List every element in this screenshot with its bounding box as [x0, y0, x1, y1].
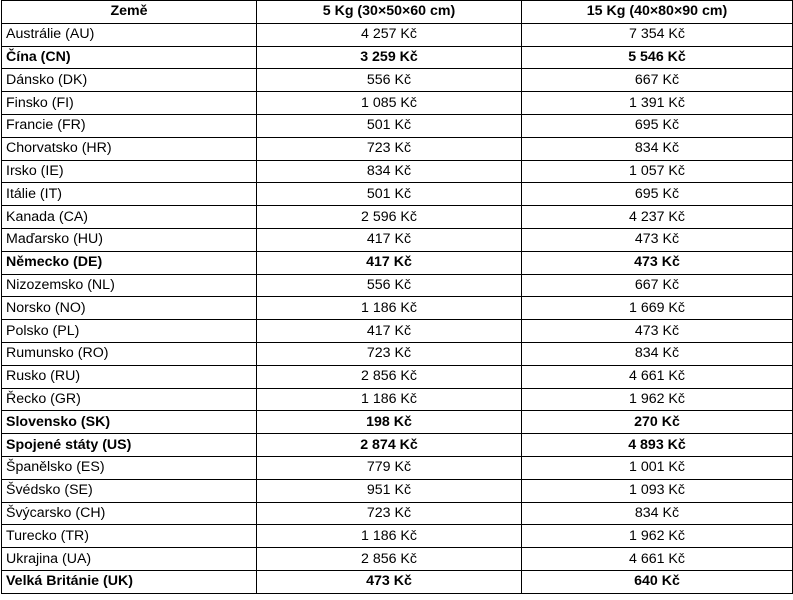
country-cell: Rumunsko (RO)	[2, 342, 257, 365]
price-5kg-cell: 473 Kč	[257, 570, 522, 593]
price-15kg-cell: 473 Kč	[522, 320, 793, 343]
price-15kg-cell: 1 093 Kč	[522, 479, 793, 502]
price-5kg-cell: 417 Kč	[257, 320, 522, 343]
table-row	[2, 274, 793, 297]
country-cell: Rusko (RU)	[2, 365, 257, 388]
table-row	[2, 434, 793, 457]
price-5kg-cell: 723 Kč	[257, 137, 522, 160]
country-cell: Austrálie (AU)	[2, 23, 257, 46]
country-cell: Kanada (CA)	[2, 206, 257, 229]
country-cell: Spojené státy (US)	[2, 434, 257, 457]
table-row	[2, 23, 793, 46]
price-5kg-cell: 723 Kč	[257, 342, 522, 365]
header-15kg: 15 Kg (40×80×90 cm)	[522, 1, 793, 24]
price-5kg-cell: 501 Kč	[257, 114, 522, 137]
header-country: Země	[2, 1, 257, 24]
table-row	[2, 388, 793, 411]
country-cell: Maďarsko (HU)	[2, 228, 257, 251]
price-5kg-cell: 2 856 Kč	[257, 365, 522, 388]
price-5kg-cell: 2 874 Kč	[257, 434, 522, 457]
price-5kg-cell: 3 259 Kč	[257, 46, 522, 69]
price-5kg-cell: 556 Kč	[257, 69, 522, 92]
table-row	[2, 479, 793, 502]
table-row	[2, 114, 793, 137]
country-cell: Německo (DE)	[2, 251, 257, 274]
price-5kg-cell: 556 Kč	[257, 274, 522, 297]
table-body	[2, 23, 793, 593]
header-5kg: 5 Kg (30×50×60 cm)	[257, 1, 522, 24]
table-row	[2, 92, 793, 115]
price-15kg-cell: 1 669 Kč	[522, 297, 793, 320]
table-row	[2, 69, 793, 92]
table-row	[2, 456, 793, 479]
price-15kg-cell: 640 Kč	[522, 570, 793, 593]
table-row	[2, 365, 793, 388]
table-row	[2, 411, 793, 434]
price-15kg-cell: 1 391 Kč	[522, 92, 793, 115]
price-5kg-cell: 1 186 Kč	[257, 297, 522, 320]
price-15kg-cell: 695 Kč	[522, 114, 793, 137]
price-5kg-cell: 779 Kč	[257, 456, 522, 479]
price-5kg-cell: 951 Kč	[257, 479, 522, 502]
table-row	[2, 137, 793, 160]
country-cell: Chorvatsko (HR)	[2, 137, 257, 160]
table-row	[2, 183, 793, 206]
price-15kg-cell: 1 962 Kč	[522, 525, 793, 548]
shipping-price-table	[1, 0, 793, 594]
price-5kg-cell: 723 Kč	[257, 502, 522, 525]
table-row	[2, 206, 793, 229]
country-cell: Velká Británie (UK)	[2, 570, 257, 593]
table-row	[2, 297, 793, 320]
price-15kg-cell: 834 Kč	[522, 137, 793, 160]
price-15kg-cell: 1 962 Kč	[522, 388, 793, 411]
country-cell: Turecko (TR)	[2, 525, 257, 548]
price-5kg-cell: 4 257 Kč	[257, 23, 522, 46]
table-row	[2, 251, 793, 274]
price-5kg-cell: 198 Kč	[257, 411, 522, 434]
table-row	[2, 525, 793, 548]
table-row	[2, 228, 793, 251]
price-5kg-cell: 1 085 Kč	[257, 92, 522, 115]
price-5kg-cell: 1 186 Kč	[257, 525, 522, 548]
price-15kg-cell: 4 661 Kč	[522, 365, 793, 388]
table-row	[2, 320, 793, 343]
price-5kg-cell: 834 Kč	[257, 160, 522, 183]
country-cell: Irsko (IE)	[2, 160, 257, 183]
price-5kg-cell: 2 596 Kč	[257, 206, 522, 229]
price-15kg-cell: 834 Kč	[522, 502, 793, 525]
price-15kg-cell: 695 Kč	[522, 183, 793, 206]
price-5kg-cell: 417 Kč	[257, 228, 522, 251]
table-row	[2, 548, 793, 571]
table-row	[2, 160, 793, 183]
table-row	[2, 46, 793, 69]
price-15kg-cell: 834 Kč	[522, 342, 793, 365]
price-15kg-cell: 4 661 Kč	[522, 548, 793, 571]
price-15kg-cell: 473 Kč	[522, 251, 793, 274]
price-15kg-cell: 7 354 Kč	[522, 23, 793, 46]
country-cell: Švédsko (SE)	[2, 479, 257, 502]
country-cell: Nizozemsko (NL)	[2, 274, 257, 297]
price-15kg-cell: 4 893 Kč	[522, 434, 793, 457]
price-15kg-cell: 473 Kč	[522, 228, 793, 251]
table-row	[2, 570, 793, 593]
price-15kg-cell: 5 546 Kč	[522, 46, 793, 69]
country-cell: Švýcarsko (CH)	[2, 502, 257, 525]
price-15kg-cell: 270 Kč	[522, 411, 793, 434]
price-5kg-cell: 501 Kč	[257, 183, 522, 206]
country-cell: Norsko (NO)	[2, 297, 257, 320]
country-cell: Ukrajina (UA)	[2, 548, 257, 571]
country-cell: Slovensko (SK)	[2, 411, 257, 434]
country-cell: Polsko (PL)	[2, 320, 257, 343]
price-15kg-cell: 1 057 Kč	[522, 160, 793, 183]
country-cell: Řecko (GR)	[2, 388, 257, 411]
country-cell: Čína (CN)	[2, 46, 257, 69]
country-cell: Finsko (FI)	[2, 92, 257, 115]
price-5kg-cell: 2 856 Kč	[257, 548, 522, 571]
table-row	[2, 342, 793, 365]
price-15kg-cell: 667 Kč	[522, 274, 793, 297]
table-header-row	[2, 1, 793, 24]
price-5kg-cell: 1 186 Kč	[257, 388, 522, 411]
country-cell: Itálie (IT)	[2, 183, 257, 206]
price-5kg-cell: 417 Kč	[257, 251, 522, 274]
price-15kg-cell: 4 237 Kč	[522, 206, 793, 229]
country-cell: Španělsko (ES)	[2, 456, 257, 479]
price-15kg-cell: 1 001 Kč	[522, 456, 793, 479]
table-row	[2, 502, 793, 525]
price-15kg-cell: 667 Kč	[522, 69, 793, 92]
country-cell: Francie (FR)	[2, 114, 257, 137]
country-cell: Dánsko (DK)	[2, 69, 257, 92]
